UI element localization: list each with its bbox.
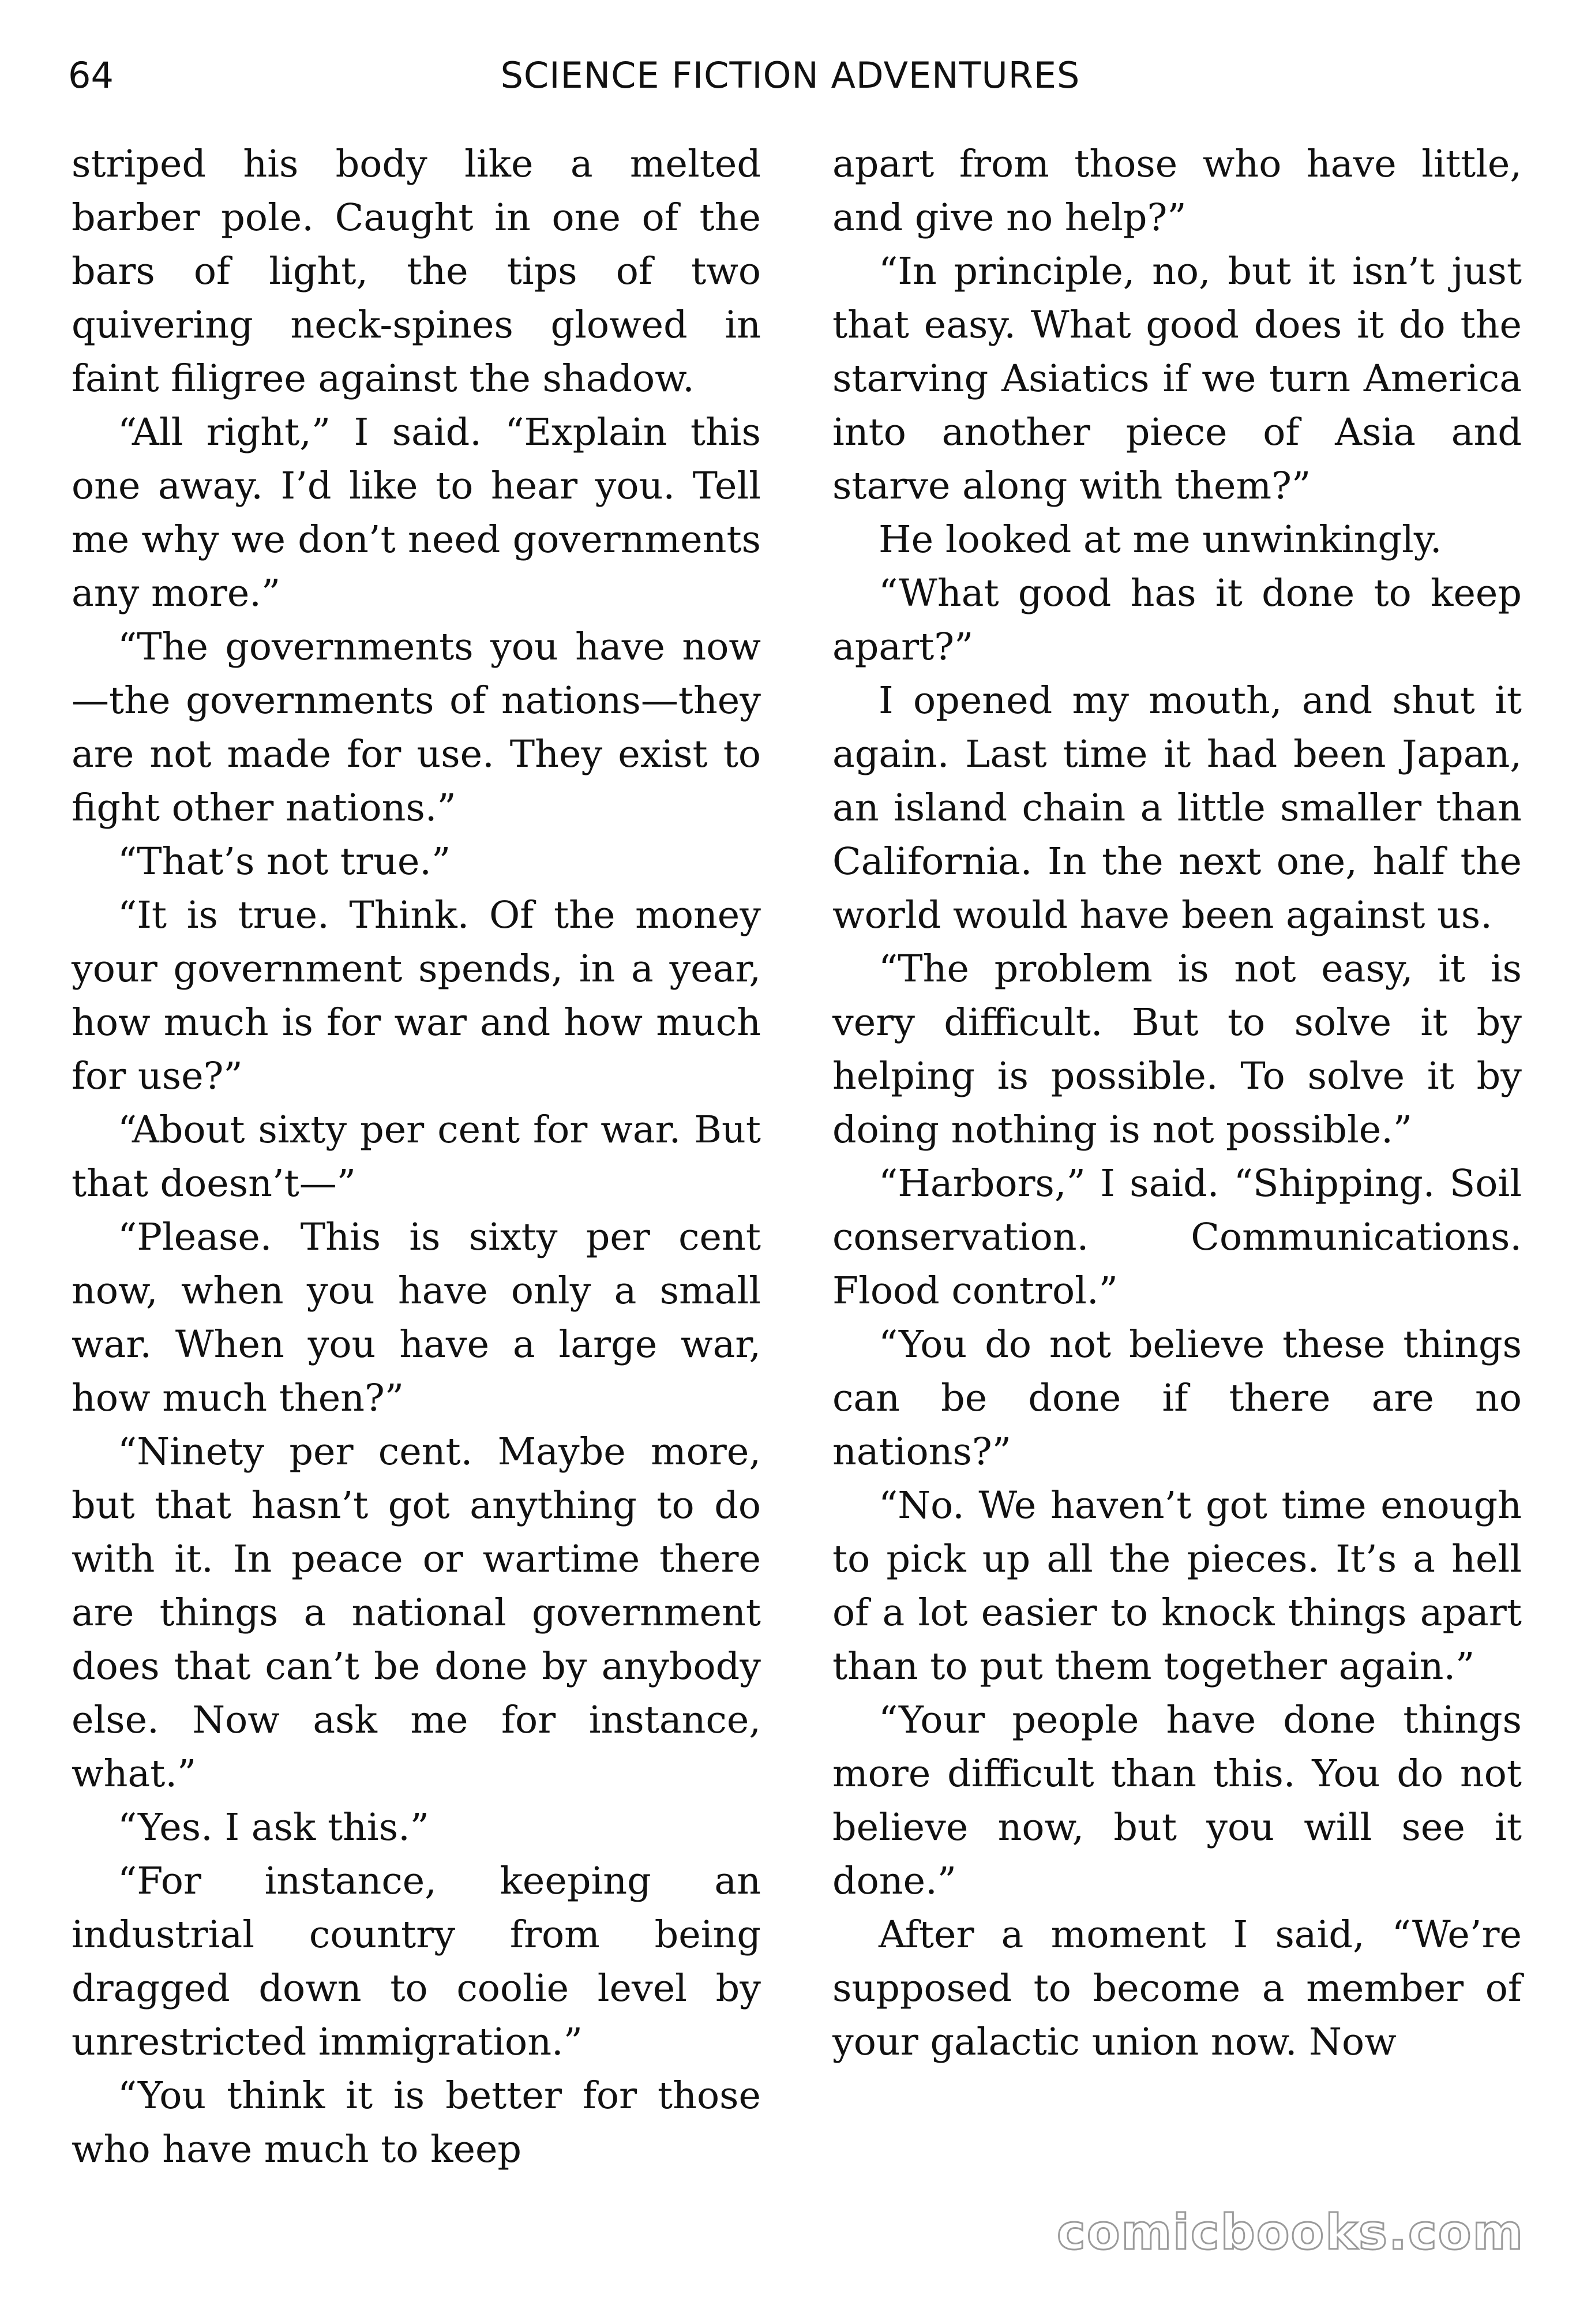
paragraph: “Yes. I ask this.” [118, 1806, 429, 1849]
paragraph: I opened my mouth, and shut it again. Last time it had been Japan, an island chain a little smaller than California. In the next one, half the world would have been against us. [832, 679, 1522, 937]
watermark: comicbooks.com [1057, 2204, 1524, 2261]
right-column [832, 137, 1522, 2069]
paragraph: “In principle, no, but it isn’t just that easy. What good does it do the starving Asiatics if we turn America into another piece of Asia and starve along with them?” [832, 250, 1522, 508]
running-title: SCIENCE FICTION ADVENTURES [500, 54, 1080, 96]
left-column [72, 137, 761, 2176]
paragraph: “Ninety per cent. Maybe more, but that hasn’t got anything to do with it. In peace or wartime there are things a national government does that can’t be done by anybody else. Now ask me for instance, what.” [72, 1430, 761, 1796]
paragraph: “About sixty per cent for war. But that doesn’t—” [72, 1108, 761, 1205]
paragraph: “The governments you have now—the governments of nations—they are not made for use. They exist to fight other nations.” [72, 625, 761, 830]
paragraph: “No. We haven’t got time enough to pick up all the pieces. It’s a hell of a lot easier to knock things apart than to put them together again.” [832, 1484, 1522, 1688]
paragraph: He looked at me unwinkingly. [879, 518, 1442, 561]
paragraph: After a moment I said, “We’re supposed to become a member of your galactic union now. Now [832, 1913, 1522, 2064]
paragraph: “You think it is better for those who have much to keep [72, 2074, 761, 2171]
paragraph: “For instance, keeping an industrial country from being dragged down to coolie level by unrestricted immigration.” [72, 1860, 761, 2064]
paragraph: “Please. This is sixty per cent now, when you have only a small war. When you have a large war, how much then?” [72, 1216, 761, 1420]
paragraph: striped his body like a melted barber pole. Caught in one of the bars of light, the tips of two quivering neck-spines glowed in faint filigree against the shadow. [72, 143, 761, 400]
paragraph: “What good has it done to keep apart?” [832, 572, 1522, 669]
paragraph: “The problem is not easy, it is very difficult. But to solve it by helping is possible. To solve it by doing nothing is not possible.” [832, 947, 1522, 1152]
paragraph: apart from those who have little, and give no help?” [832, 143, 1522, 239]
page-number: 64 [68, 54, 114, 96]
paragraph: “All right,” I said. “Explain this one away. I’d like to hear you. Tell me why we don’t need governments any more.” [72, 411, 761, 615]
paragraph: “It is true. Think. Of the money your government spends, in a year, how much is for war and how much for use?” [72, 894, 761, 1098]
paragraph: “That’s not true.” [118, 840, 451, 883]
page-header [68, 54, 1513, 121]
paragraph: “You do not believe these things can be done if there are no nations?” [832, 1323, 1522, 1474]
paragraph: “Harbors,” I said. “Shipping. Soil conservation. Communications. Flood control.” [832, 1162, 1522, 1313]
paragraph: “Your people have done things more difficult than this. You do not believe now, but you will see it done.” [832, 1699, 1522, 1903]
